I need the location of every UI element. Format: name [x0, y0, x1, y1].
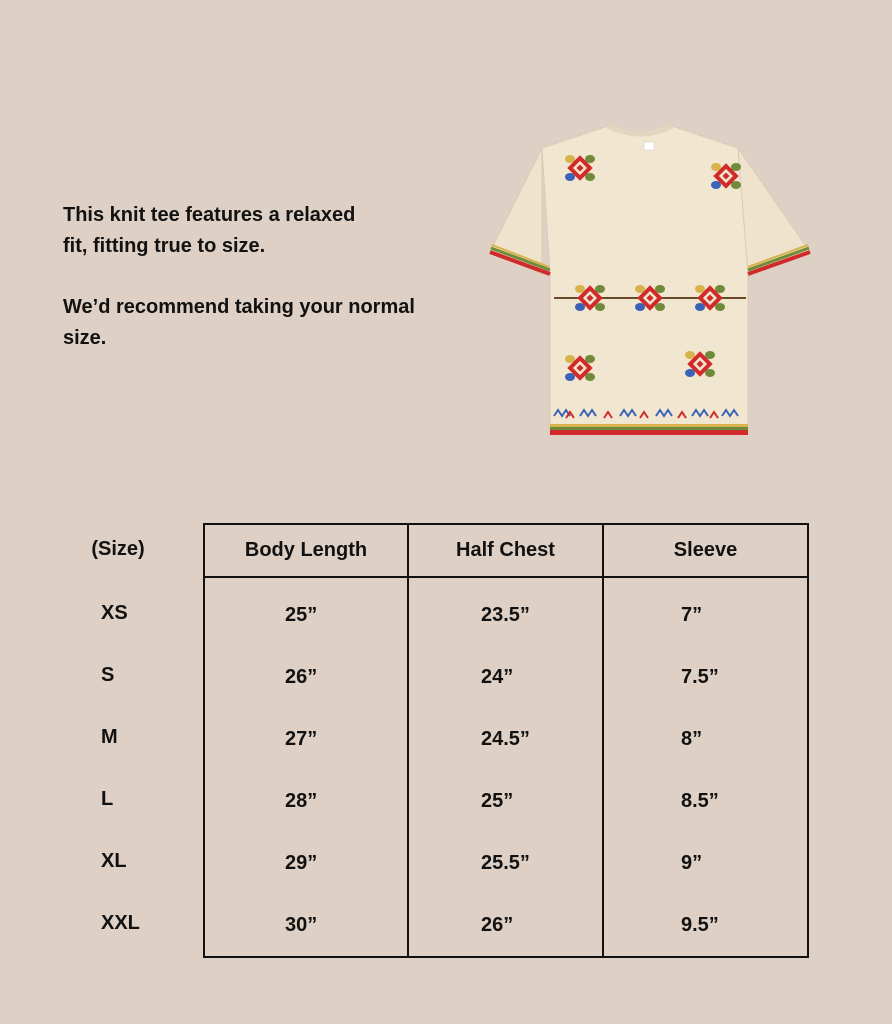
size-column [63, 582, 173, 954]
sleeve-value: 8” [681, 728, 703, 750]
half-chest-value: 24.5” [481, 728, 530, 750]
size-chart-table [203, 523, 809, 958]
half-chest-value: 25” [481, 790, 514, 812]
size-column-header: (Size) [91, 538, 145, 560]
half-chest-column [409, 578, 604, 958]
header-half-chest: Half Chest [409, 525, 604, 576]
sleeve-value: 8.5” [681, 790, 719, 812]
body-length-value: 27” [285, 728, 318, 750]
intro-line-3: We’d recommend taking your normal [63, 296, 415, 318]
body-length-value: 25” [285, 604, 318, 626]
size-label: M [101, 726, 118, 748]
half-chest-value: 24” [481, 666, 514, 688]
sleeve-value: 7” [681, 604, 703, 626]
body-length-column [205, 578, 409, 958]
header-body-length: Body Length [205, 525, 409, 576]
sleeve-value: 9.5” [681, 914, 719, 936]
size-label: L [101, 788, 114, 810]
sleeve-value: 7.5” [681, 666, 719, 688]
body-length-value: 28” [285, 790, 318, 812]
half-chest-value: 23.5” [481, 604, 530, 626]
size-label: XL [101, 850, 127, 872]
body-length-value: 26” [285, 666, 318, 688]
sleeve-value: 9” [681, 852, 703, 874]
size-label: S [101, 664, 115, 686]
half-chest-value: 25.5” [481, 852, 530, 874]
intro-paragraph-fit [63, 200, 463, 262]
intro-line-4: size. [63, 327, 107, 349]
half-chest-value: 26” [481, 914, 514, 936]
body-length-value: 29” [285, 852, 318, 874]
intro-line-1: This knit tee features a relaxed [63, 204, 356, 226]
size-label: XS [101, 602, 128, 624]
intro-paragraph-recommendation [63, 292, 463, 354]
table-body [205, 578, 807, 958]
sleeve-column [604, 578, 807, 958]
intro-text [63, 200, 463, 354]
size-label: XXL [101, 912, 140, 934]
table-header-row [205, 525, 807, 578]
header-sleeve: Sleeve [673, 539, 738, 561]
product-image-knit-tee [470, 118, 830, 458]
body-length-value: 30” [285, 914, 318, 936]
intro-line-2: fit, fitting true to size. [63, 235, 266, 257]
